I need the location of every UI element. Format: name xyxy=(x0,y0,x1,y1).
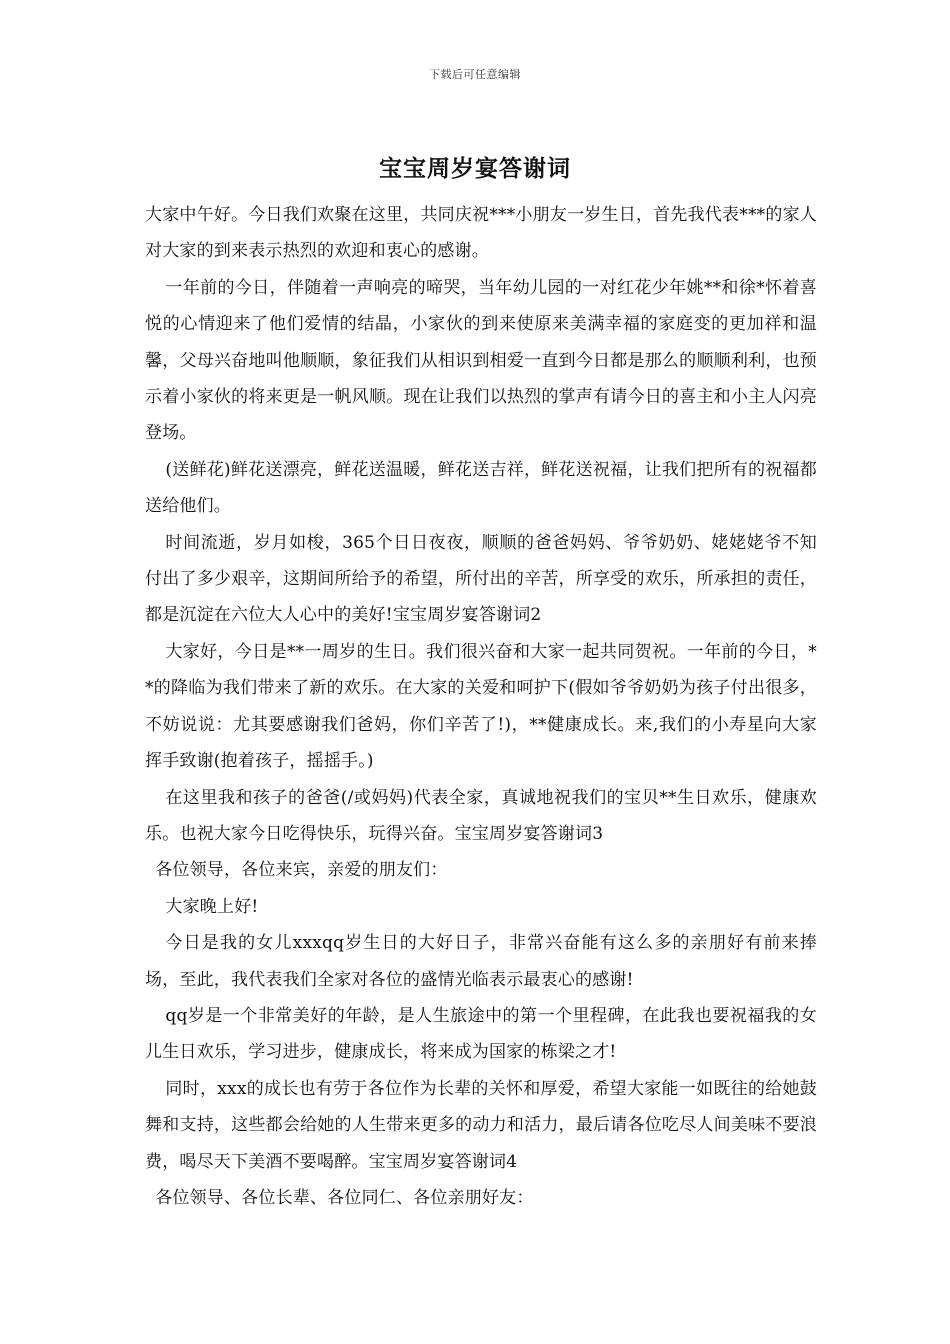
paragraph-salutation-3: 各位领导，各位来宾，亲爱的朋友们： xyxy=(155,860,448,881)
paragraph-milestone: qq岁是一个非常美好的年龄，是人生旅途中的第一个里程碑，在此我也要祝福我的女儿生日欢乐，学习进步，健康成长，将来成为国家的栋梁之才! xyxy=(145,1005,817,1063)
paragraph-greeting: 大家中午好。今日我们欢聚在这里，共同庆祝***小朋友一岁生日，首先我代表***的家人对大家的到来表示热烈的欢迎和衷心的感谢。 xyxy=(145,205,817,262)
paragraph-flowers: (送鲜花)鲜花送漂亮，鲜花送温暖，鲜花送吉祥，鲜花送祝福，让我们把所有的祝福都送给他们。 xyxy=(145,459,817,517)
header-note: 下载后可任意编辑 xyxy=(429,68,521,81)
document-title: 宝宝周岁宴答谢词 xyxy=(379,155,571,182)
paragraph-thanks-elders: 同时，xxx的成长也有劳于各位作为长辈的关怀和厚爱，希望大家能一如既往的给她鼓舞和支持，这些都会给她的人生带来更多的动力和活力，最后请各位吃尽人间美味不要浪费，喝尽天下美酒不要喝醉。宝宝周岁宴答谢词4 xyxy=(145,1078,817,1172)
paragraph-good-evening: 大家晚上好! xyxy=(165,896,259,917)
paragraph-one-year-ago: 一年前的今日，伴随着一声响亮的啼哭，当年幼儿园的一对红花少年姚**和徐*怀着喜悦的心情迎来了他们爱情的结晶，小家伙的到来使原来美满幸福的家庭变的更加祥和温馨，父母兴奋地叫他顺顺，象征我们从相识到相爱一直到今日都是那么的顺顺利利，也预示着小家伙的将来更是一帆风顺。现在让我们以热烈的掌声有请今日的喜主和小主人闪亮登场。 xyxy=(145,277,817,444)
paragraph-daughter-birthday: 今日是我的女儿xxxqq岁生日的大好日子，非常兴奋能有这么多的亲朋好有前来捧场，至此，我代表我们全家对各位的盛情光临表示最衷心的感谢! xyxy=(145,933,817,990)
document-body xyxy=(145,197,817,1216)
paragraph-speech-2: 大家好，今日是**一周岁的生日。我们很兴奋和大家一起共同贺祝。一年前的今日，**的降临为我们带来了新的欢乐。在大家的关爱和呵护下(假如爷爷奶奶为孩子付出很多，不妨说说：尤其要感谢我们爸妈，你们辛苦了!)，**健康成长。来,我们的小寿星向大家挥手致谢(抱着孩子，摇摇手。) xyxy=(145,641,817,772)
paragraph-salutation-4: 各位领导、各位长辈、各位同仁、各位亲朋好友： xyxy=(155,1187,534,1208)
paragraph-family-wishes: 在这里我和孩子的爸爸(/或妈妈)代表全家，真诚地祝我们的宝贝**生日欢乐，健康欢乐。也祝大家今日吃得快乐，玩得兴奋。宝宝周岁宴答谢词3 xyxy=(145,787,817,844)
paragraph-time-passes: 时间流逝，岁月如梭，365个日日夜夜，顺顺的爸爸妈妈、爷爷奶奶、姥姥姥爷不知付出了多少艰辛，这期间所给予的希望，所付出的辛苦，所享受的欢乐，所承担的责任，都是沉淀在六位大人心中的美好!宝宝周岁宴答谢词2 xyxy=(145,532,817,626)
